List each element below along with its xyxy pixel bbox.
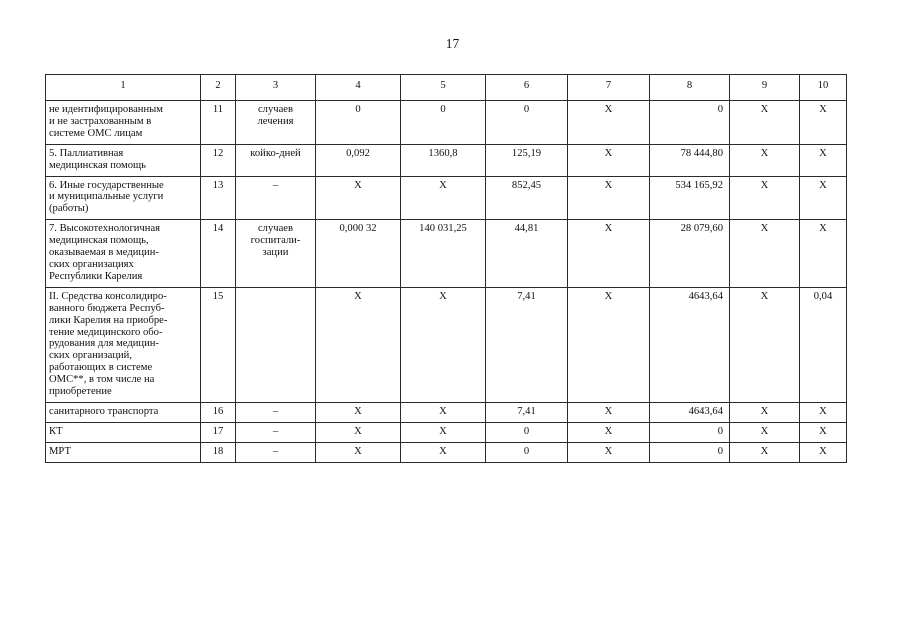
col4-value-cell: X xyxy=(316,176,401,220)
indicator-name-cell: 5. Паллиативная медицинская помощь xyxy=(46,144,201,176)
col4-value-cell: 0 xyxy=(316,101,401,145)
col7-value-cell: X xyxy=(568,176,650,220)
unit-cell: койко-дней xyxy=(236,144,316,176)
column-number-2: 2 xyxy=(201,75,236,101)
col5-value-cell: 140 031,25 xyxy=(401,220,486,288)
unit-cell: – xyxy=(236,402,316,422)
col10-value-cell: X xyxy=(800,442,847,462)
unit-cell: – xyxy=(236,422,316,442)
col7-value-cell: X xyxy=(568,101,650,145)
col9-value-cell: X xyxy=(730,220,800,288)
unit-cell: случаев лечения xyxy=(236,101,316,145)
col8-value-cell: 0 xyxy=(650,101,730,145)
table-row xyxy=(46,144,847,176)
indicator-name-cell: КТ xyxy=(46,422,201,442)
column-number-10: 10 xyxy=(800,75,847,101)
col9-value-cell: X xyxy=(730,101,800,145)
indicator-name-cell: II. Средства консолидиро- ванного бюджета Респуб- лики Карелия на приобре- тение медицинского обо- рудования для медицин- ских организаций, работающих в системе ОМС**, в том числе на приобретение xyxy=(46,287,201,402)
data-table xyxy=(45,74,847,463)
row-number-cell: 14 xyxy=(201,220,236,288)
column-number-1: 1 xyxy=(46,75,201,101)
table-row xyxy=(46,402,847,422)
col8-value-cell: 4643,64 xyxy=(650,287,730,402)
row-number-cell: 16 xyxy=(201,402,236,422)
col4-value-cell: X xyxy=(316,442,401,462)
col8-value-cell: 28 079,60 xyxy=(650,220,730,288)
col8-value-cell: 0 xyxy=(650,422,730,442)
col8-value-cell: 78 444,80 xyxy=(650,144,730,176)
col8-value-cell: 0 xyxy=(650,442,730,462)
table-row xyxy=(46,442,847,462)
col4-value-cell: X xyxy=(316,422,401,442)
table-row xyxy=(46,101,847,145)
col5-value-cell: 0 xyxy=(401,101,486,145)
col7-value-cell: X xyxy=(568,402,650,422)
page-number: 17 xyxy=(445,36,460,51)
col10-value-cell: X xyxy=(800,220,847,288)
col9-value-cell: X xyxy=(730,402,800,422)
unit-cell: – xyxy=(236,442,316,462)
col10-value-cell: X xyxy=(800,402,847,422)
table-row xyxy=(46,220,847,288)
column-number-6: 6 xyxy=(486,75,568,101)
col10-value-cell: X xyxy=(800,144,847,176)
table-body xyxy=(46,75,847,463)
row-number-cell: 12 xyxy=(201,144,236,176)
col7-value-cell: X xyxy=(568,422,650,442)
col10-value-cell: X xyxy=(800,176,847,220)
col5-value-cell: X xyxy=(401,402,486,422)
col6-value-cell: 852,45 xyxy=(486,176,568,220)
column-number-3: 3 xyxy=(236,75,316,101)
col10-value-cell: X xyxy=(800,422,847,442)
row-number-cell: 15 xyxy=(201,287,236,402)
unit-cell: – xyxy=(236,176,316,220)
indicator-name-cell: не идентифицированным и не застрахованным в системе ОМС лицам xyxy=(46,101,201,145)
indicator-name-cell: 7. Высокотехнологичная медицинская помощь, оказываемая в медицин- ских организациях Республики Карелия xyxy=(46,220,201,288)
row-number-cell: 18 xyxy=(201,442,236,462)
indicator-name-cell: МРТ xyxy=(46,442,201,462)
indicator-name-cell: 6. Иные государственные и муниципальные услуги (работы) xyxy=(46,176,201,220)
row-number-cell: 17 xyxy=(201,422,236,442)
table-row xyxy=(46,176,847,220)
column-number-9: 9 xyxy=(730,75,800,101)
col10-value-cell: 0,04 xyxy=(800,287,847,402)
col6-value-cell: 0 xyxy=(486,422,568,442)
col7-value-cell: X xyxy=(568,144,650,176)
col9-value-cell: X xyxy=(730,442,800,462)
col4-value-cell: X xyxy=(316,287,401,402)
column-number-4: 4 xyxy=(316,75,401,101)
col4-value-cell: 0,092 xyxy=(316,144,401,176)
col6-value-cell: 7,41 xyxy=(486,402,568,422)
col6-value-cell: 7,41 xyxy=(486,287,568,402)
col9-value-cell: X xyxy=(730,422,800,442)
col9-value-cell: X xyxy=(730,144,800,176)
col8-value-cell: 4643,64 xyxy=(650,402,730,422)
col7-value-cell: X xyxy=(568,220,650,288)
table-row xyxy=(46,422,847,442)
col9-value-cell: X xyxy=(730,176,800,220)
indicator-name-cell: санитарного транспорта xyxy=(46,402,201,422)
col5-value-cell: 1360,8 xyxy=(401,144,486,176)
col4-value-cell: 0,000 32 xyxy=(316,220,401,288)
column-number-5: 5 xyxy=(401,75,486,101)
col7-value-cell: X xyxy=(568,287,650,402)
column-number-7: 7 xyxy=(568,75,650,101)
row-number-cell: 11 xyxy=(201,101,236,145)
unit-cell xyxy=(236,287,316,402)
unit-cell: случаев госпитали- зации xyxy=(236,220,316,288)
col4-value-cell: X xyxy=(316,402,401,422)
table-header-row xyxy=(46,75,847,101)
col5-value-cell: X xyxy=(401,442,486,462)
row-number-cell: 13 xyxy=(201,176,236,220)
column-number-8: 8 xyxy=(650,75,730,101)
col9-value-cell: X xyxy=(730,287,800,402)
col7-value-cell: X xyxy=(568,442,650,462)
col5-value-cell: X xyxy=(401,176,486,220)
col6-value-cell: 125,19 xyxy=(486,144,568,176)
col10-value-cell: X xyxy=(800,101,847,145)
col8-value-cell: 534 165,92 xyxy=(650,176,730,220)
col5-value-cell: X xyxy=(401,422,486,442)
col6-value-cell: 0 xyxy=(486,101,568,145)
col5-value-cell: X xyxy=(401,287,486,402)
col6-value-cell: 44,81 xyxy=(486,220,568,288)
table-row xyxy=(46,287,847,402)
col6-value-cell: 0 xyxy=(486,442,568,462)
